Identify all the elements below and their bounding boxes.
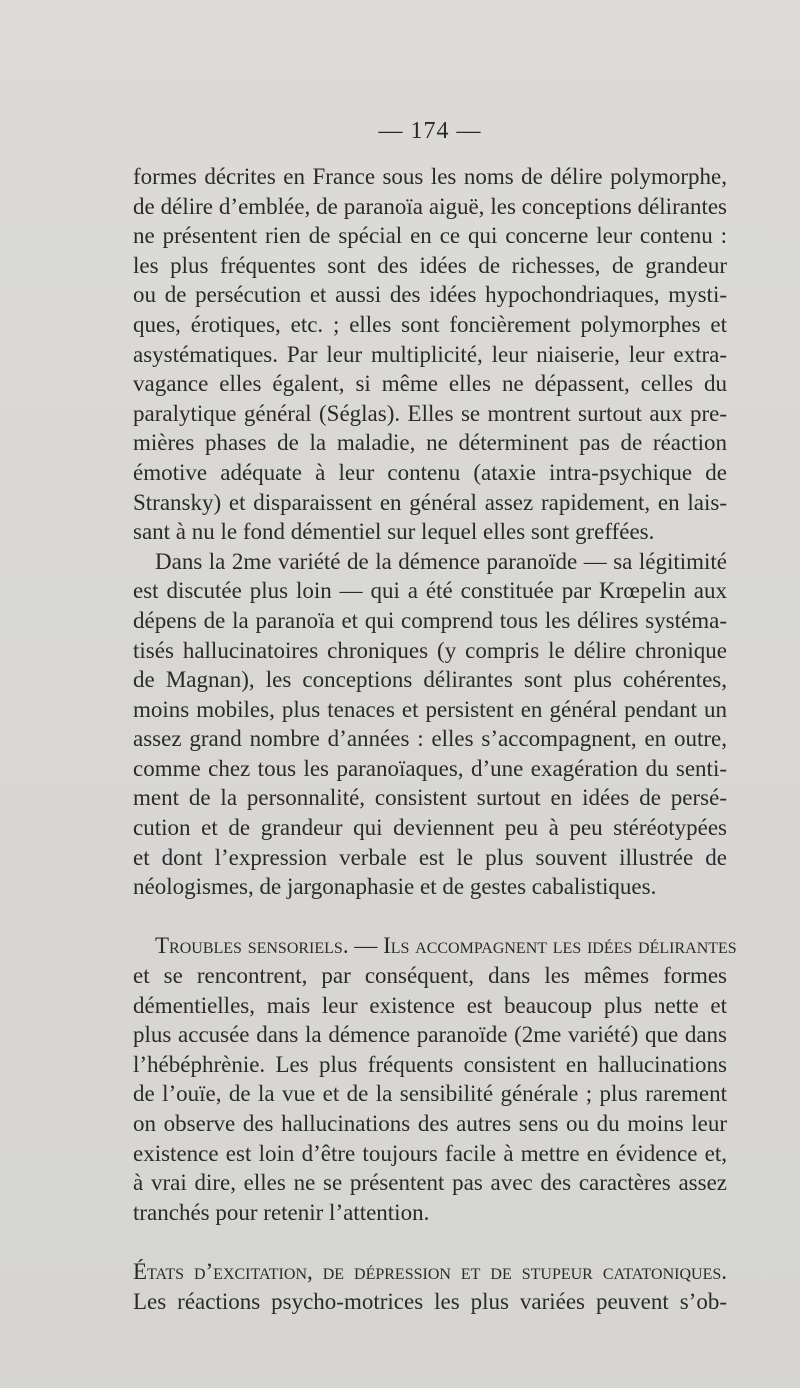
text-line: Dans la 2me variété de la démence paranoïde — sa légitimité bbox=[155, 548, 727, 574]
text-line: néologismes, de jargonaphasie et de gestes cabalistiques. bbox=[133, 874, 657, 900]
text-line: dépens de la paranoïa et qui comprend tous les délires systéma- bbox=[133, 607, 727, 633]
body-text bbox=[133, 162, 737, 1316]
text-line: plus accusée dans la démence paranoïde (2me variété) que dans bbox=[133, 1022, 727, 1048]
text-line: sant à nu le fond démentiel sur lequel elles sont greffées. bbox=[133, 519, 655, 545]
text-line: mières phases de la maladie, ne déterminent pas de réaction bbox=[133, 430, 727, 456]
text-line: formes décrites en France sous les noms de délire polymorphe, bbox=[133, 164, 727, 189]
text-line: de l’ouïe, de la vue et de la sensibilité générale ; plus rarement bbox=[133, 1081, 727, 1107]
blank-line bbox=[133, 1227, 727, 1257]
text-line: existence est loin d’être toujours facile à mettre en évidence et, bbox=[133, 1140, 727, 1166]
text-line: émotive adéquate à leur contenu (ataxie intra-psychique de bbox=[133, 459, 727, 485]
text-line: moins mobiles, plus tenaces et persistent en général pendant un bbox=[133, 696, 727, 722]
text-line: de Magnan), les conceptions délirantes sont plus cohérentes, bbox=[133, 667, 727, 693]
text-line: ou de persécution et aussi des idées hypochondriaques, mysti- bbox=[133, 282, 727, 308]
text-line: asystématiques. Par leur multiplicité, leur niaiserie, leur extra- bbox=[133, 341, 727, 367]
text-line: Stransky) et disparaissent en général assez rapidement, en lais- bbox=[133, 489, 727, 515]
text-line: paralytique général (Séglas). Elles se montrent surtout aux pre- bbox=[133, 400, 727, 426]
text-line: ques, érotiques, etc. ; elles sont foncièrement polymorphes et bbox=[133, 311, 727, 337]
text-line: cution et de grandeur qui deviennent peu à peu stéréotypées bbox=[133, 815, 727, 841]
text-line: et se rencontrent, par conséquent, dans les mêmes formes bbox=[133, 963, 727, 989]
text-line: tisés hallucinatoires chroniques (y compris le délire chronique bbox=[133, 637, 727, 663]
text-line: les plus fréquentes sont des idées de richesses, de grandeur bbox=[133, 252, 727, 278]
text-line: comme chez tous les paranoïaques, d’une exagération du senti- bbox=[133, 755, 727, 781]
text-line: tranchés pour retenir l’attention. bbox=[133, 1199, 430, 1225]
text-line: vagance elles égalent, si même elles ne dépassent, celles du bbox=[133, 371, 727, 397]
text-line: à vrai dire, elles ne se présentent pas avec des caractères assez bbox=[133, 1170, 727, 1196]
text-line: Les réactions psycho-motrices les plus variées peuvent s’ob- bbox=[133, 1288, 727, 1314]
text-line: on observe des hallucinations des autres sens ou du moins leur bbox=[133, 1111, 727, 1136]
text-line: ne présentent rien de spécial en ce qui concerne leur contenu : bbox=[133, 223, 727, 249]
section-heading-line: Troubles sensoriels. — Ils accompagnent les idées délirantes bbox=[155, 933, 737, 959]
text-line: ment de la personnalité, consistent surtout en idées de persé- bbox=[133, 785, 727, 811]
blank-line bbox=[133, 902, 727, 932]
page-number: — 174 — bbox=[378, 118, 482, 144]
text-line: démentielles, mais leur existence est beaucoup plus nette et bbox=[133, 992, 727, 1018]
text-line: est discutée plus loin — qui a été constituée par Krœpelin aux bbox=[133, 578, 727, 604]
text-line: l’hébéphrènie. Les plus fréquents consistent en hallucinations bbox=[133, 1051, 727, 1077]
text-line: et dont l’expression verbale est le plus souvent illustrée de bbox=[133, 844, 727, 870]
text-line: assez grand nombre d’années : elles s’accompagnent, en outre, bbox=[133, 726, 727, 752]
section-heading-line: États d’excitation, de dépression et de stupeur catatoniques. bbox=[133, 1258, 727, 1284]
text-line: de délire d’emblée, de paranoïa aiguë, les conceptions délirantes bbox=[133, 193, 727, 219]
